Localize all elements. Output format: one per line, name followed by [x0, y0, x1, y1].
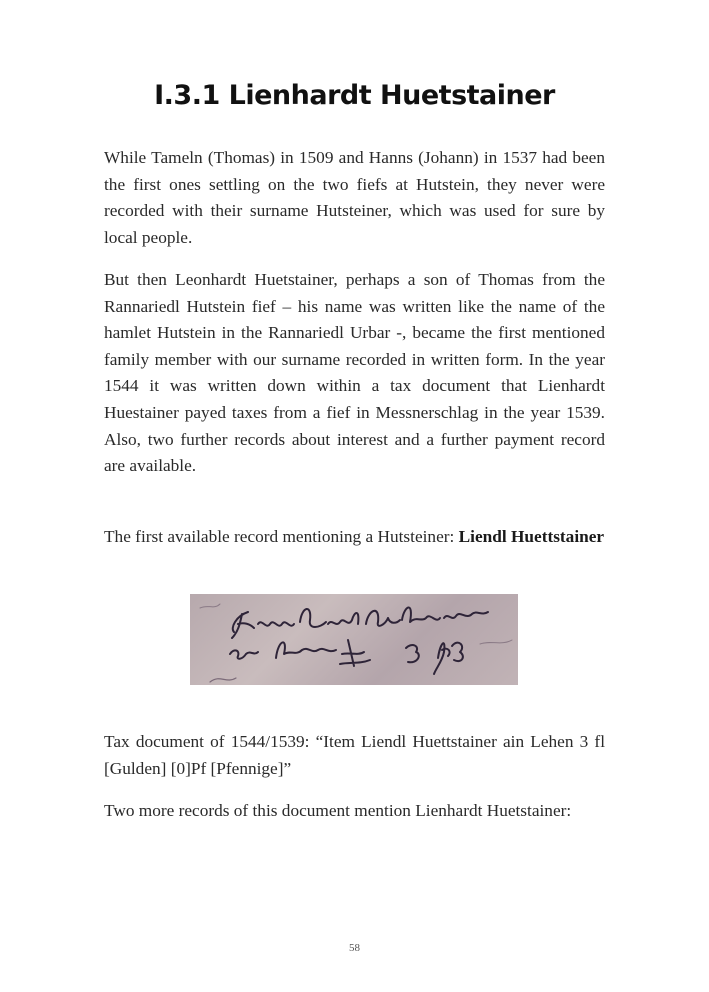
page-number: 58 [349, 942, 360, 954]
paragraph-3 [104, 524, 605, 551]
paragraph-1: While Tameln (Thomas) in 1509 and Hanns (Johann) in 1537 had been the first ones settling on the two fiefs at Hutstein, they never were recorded with their surname Hutsteiner, which was used for sure by local people. [104, 148, 605, 247]
image-caption: Tax document of 1544/1539: “Item Liendl Huettstainer ain Lehen 3 fl [Gulden] [0]Pf [Pfennige]” [104, 732, 605, 778]
paragraph-4: Two more records of this document mention Lienhardt Huetstainer: [104, 801, 572, 820]
paragraph-3-intro: The first available record mentioning a Hutsteiner: [104, 527, 459, 546]
handwriting-illustration [190, 594, 518, 685]
paragraph-2: But then Leonhardt Huetstainer, perhaps a son of Thomas from the Rannariedl Hutstein fief – his name was written like the name of the hamlet Hutstein in the Rannariedl Urbar -, became the first mentioned family member with our surname recorded in written form. In the year 1544 it was written down within a tax document that Lienhardt Huestainer payed taxes from a fief in Messnerschlag in the year 1539. Also, two further records about interest and a further payment record are available. [104, 270, 605, 476]
section-title: I.3.1 Lienhardt Huetstainer [154, 80, 555, 111]
manuscript-image [190, 594, 518, 685]
record-name-bold: Liendl Huettstainer [458, 527, 605, 546]
